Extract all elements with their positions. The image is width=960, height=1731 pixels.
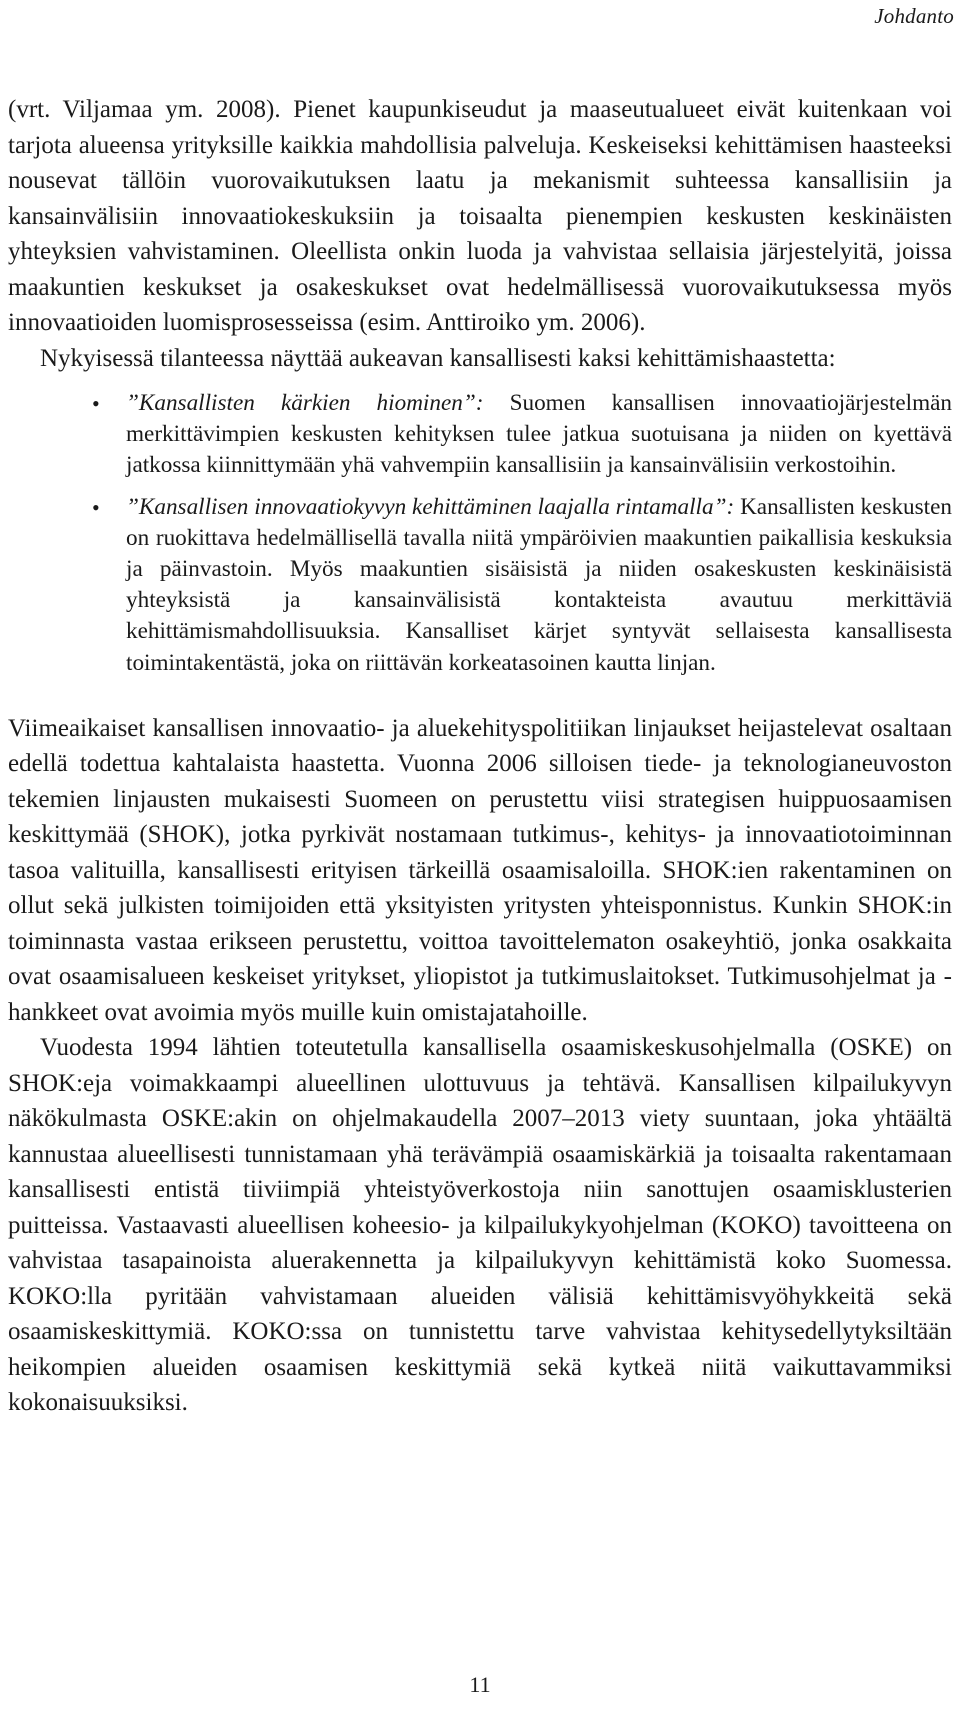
- paragraph-intro: (vrt. Viljamaa ym. 2008). Pienet kaupunkiseudut ja maaseutualueet eivät kuitenkaan voi tarjota alueensa yrityksille kaikkia mahdollisia palveluja. Keskeiseksi kehittämisen haasteeksi nousevat tällöin vuorovaikutuksen laatu ja mekanismit suhteessa kansallisiin ja kansainvälisiin innovaatiokeskuksiin ja toisaalta pienempien keskusten keskinäisten yhteyksien vahvistaminen. Oleellista onkin luoda ja vahvistaa sellaisia järjestelyitä, joissa maakuntien keskukset ja osakeskukset ovat hedelmällisessä vuorovaikutuksessa myös innovaatioiden luomisprosesseissa (esim. Anttiroiko ym. 2006).: [8, 96, 952, 336]
- list-item-lead: ”Kansallisen innovaatiokyvyn kehittäminen laajalla rintamalla”:: [126, 493, 741, 520]
- list-item-text: Kansallisten keskusten on ruokittava hedelmällisellä tavalla niitä ympäröivien maakuntien paikallisia keskuksia ja päinvastoin. Myös maakuntien sisäisistä ja niiden osakeskusten keskinäisistä yhteyksistä ja kansainvälisistä kontakteista avautuu merkittäviä kehittämismahdollisuuksia. Kansalliset kärjet syntyvät sellaisesta kansallisesta toimintakentästä, joka on riittävän korkeatasoinen kautta linjan.: [126, 493, 952, 676]
- section-gap: [8, 689, 952, 711]
- challenge-list: [8, 388, 952, 679]
- bullet-icon: •: [92, 494, 100, 520]
- bullet-icon: •: [92, 391, 100, 416]
- list-item-lead: ”Kansallisten kärkien hiominen”:: [126, 390, 510, 416]
- paragraph-oske-koko: Vuodesta 1994 lähtien toteutetulla kansallisella osaamiskeskusohjelmalla (OSKE) on SHOK:eja voimakkaampi alueellinen ulottuvuus ja tehtävä. Kansallisen kilpailukyvyn näkökulmasta OSKE:akin on ohjelmakaudella 2007–2013 viety suuntaan, joka yhtäältä kannustaa alueellisesti tunnistamaan yhä terävämpiä osaamiskärkiä ja toisaalta rakentamaan kansallisesti entistä tiiviimpiä yhteistyöverkostoja niin sanottujen osaamisklusterien puitteissa. Vastaavasti alueellisen koheesio- ja kilpailukykyohjelman (KOKO) tavoitteena on vahvistaa tasapainoista aluerakennetta ja kilpailukyvyn kehittämistä koko Suomessa. KOKO:lla pyritään vahvistamaan alueiden välisiä kehittämisvyöhykkeitä sekä osaamiskeskittymiä. KOKO:ssa on tunnistettu tarve vahvistaa kehitysedellytyksiltään heikompien alueiden osaamisen keskittymiä sekä kytkeä niitä vaikuttavammiksi kokonaisuuksiksi.: [8, 1034, 952, 1417]
- running-head: Johdanto: [874, 4, 954, 28]
- body-text: [8, 92, 952, 1421]
- paragraph-challenges-intro: Nykyisessä tilanteessa näyttää aukeavan kansallisesti kaksi kehittämishaastetta:: [40, 344, 836, 372]
- list-item-text: Suomen kansallisen innovaatiojärjestelmän merkittävimpien keskusten kehityksen tulee jatkua suotuisana ja niiden on kyettävä jatkossa kiinnittymään yhä vahvempiin kansallisiin ja kansainvälisiin verkostoihin.: [126, 390, 952, 479]
- paragraph-policy: Viimeaikaiset kansallisen innovaatio- ja aluekehityspolitiikan linjaukset heijastelevat osaltaan edellä todettua kahtalaista haastetta. Vuonna 2006 silloisen tiede- ja teknologianeuvoston tekemien linjausten mukaisesti Suomeen on perustettu viisi strategisen huippuosaamisen keskittymää (SHOK), jotka pyrkivät nostamaan tutkimus-, kehitys- ja innovaatiotoiminnan tasoa valituilla, kansallisesti erityisen tärkeillä osaamisaloilla. SHOK:ien rakentaminen on ollut sekä julkisten toimijoiden että yksityisten yritysten yhteisponnistus. Kunkin SHOK:in toiminnasta vastaa erikseen perustettu, voittoa tavoittelematon osakeyhtiö, jonka osakkaita ovat osaamisalueen keskeiset yritykset, yliopistot ja tutkimuslaitokset. Tutkimusohjelmat ja -hankkeet ovat avoimia myös muille kuin omistajatahoille.: [8, 714, 952, 1026]
- list-item: [92, 492, 952, 679]
- page-number: 11: [469, 1672, 491, 1697]
- list-item: [92, 388, 952, 482]
